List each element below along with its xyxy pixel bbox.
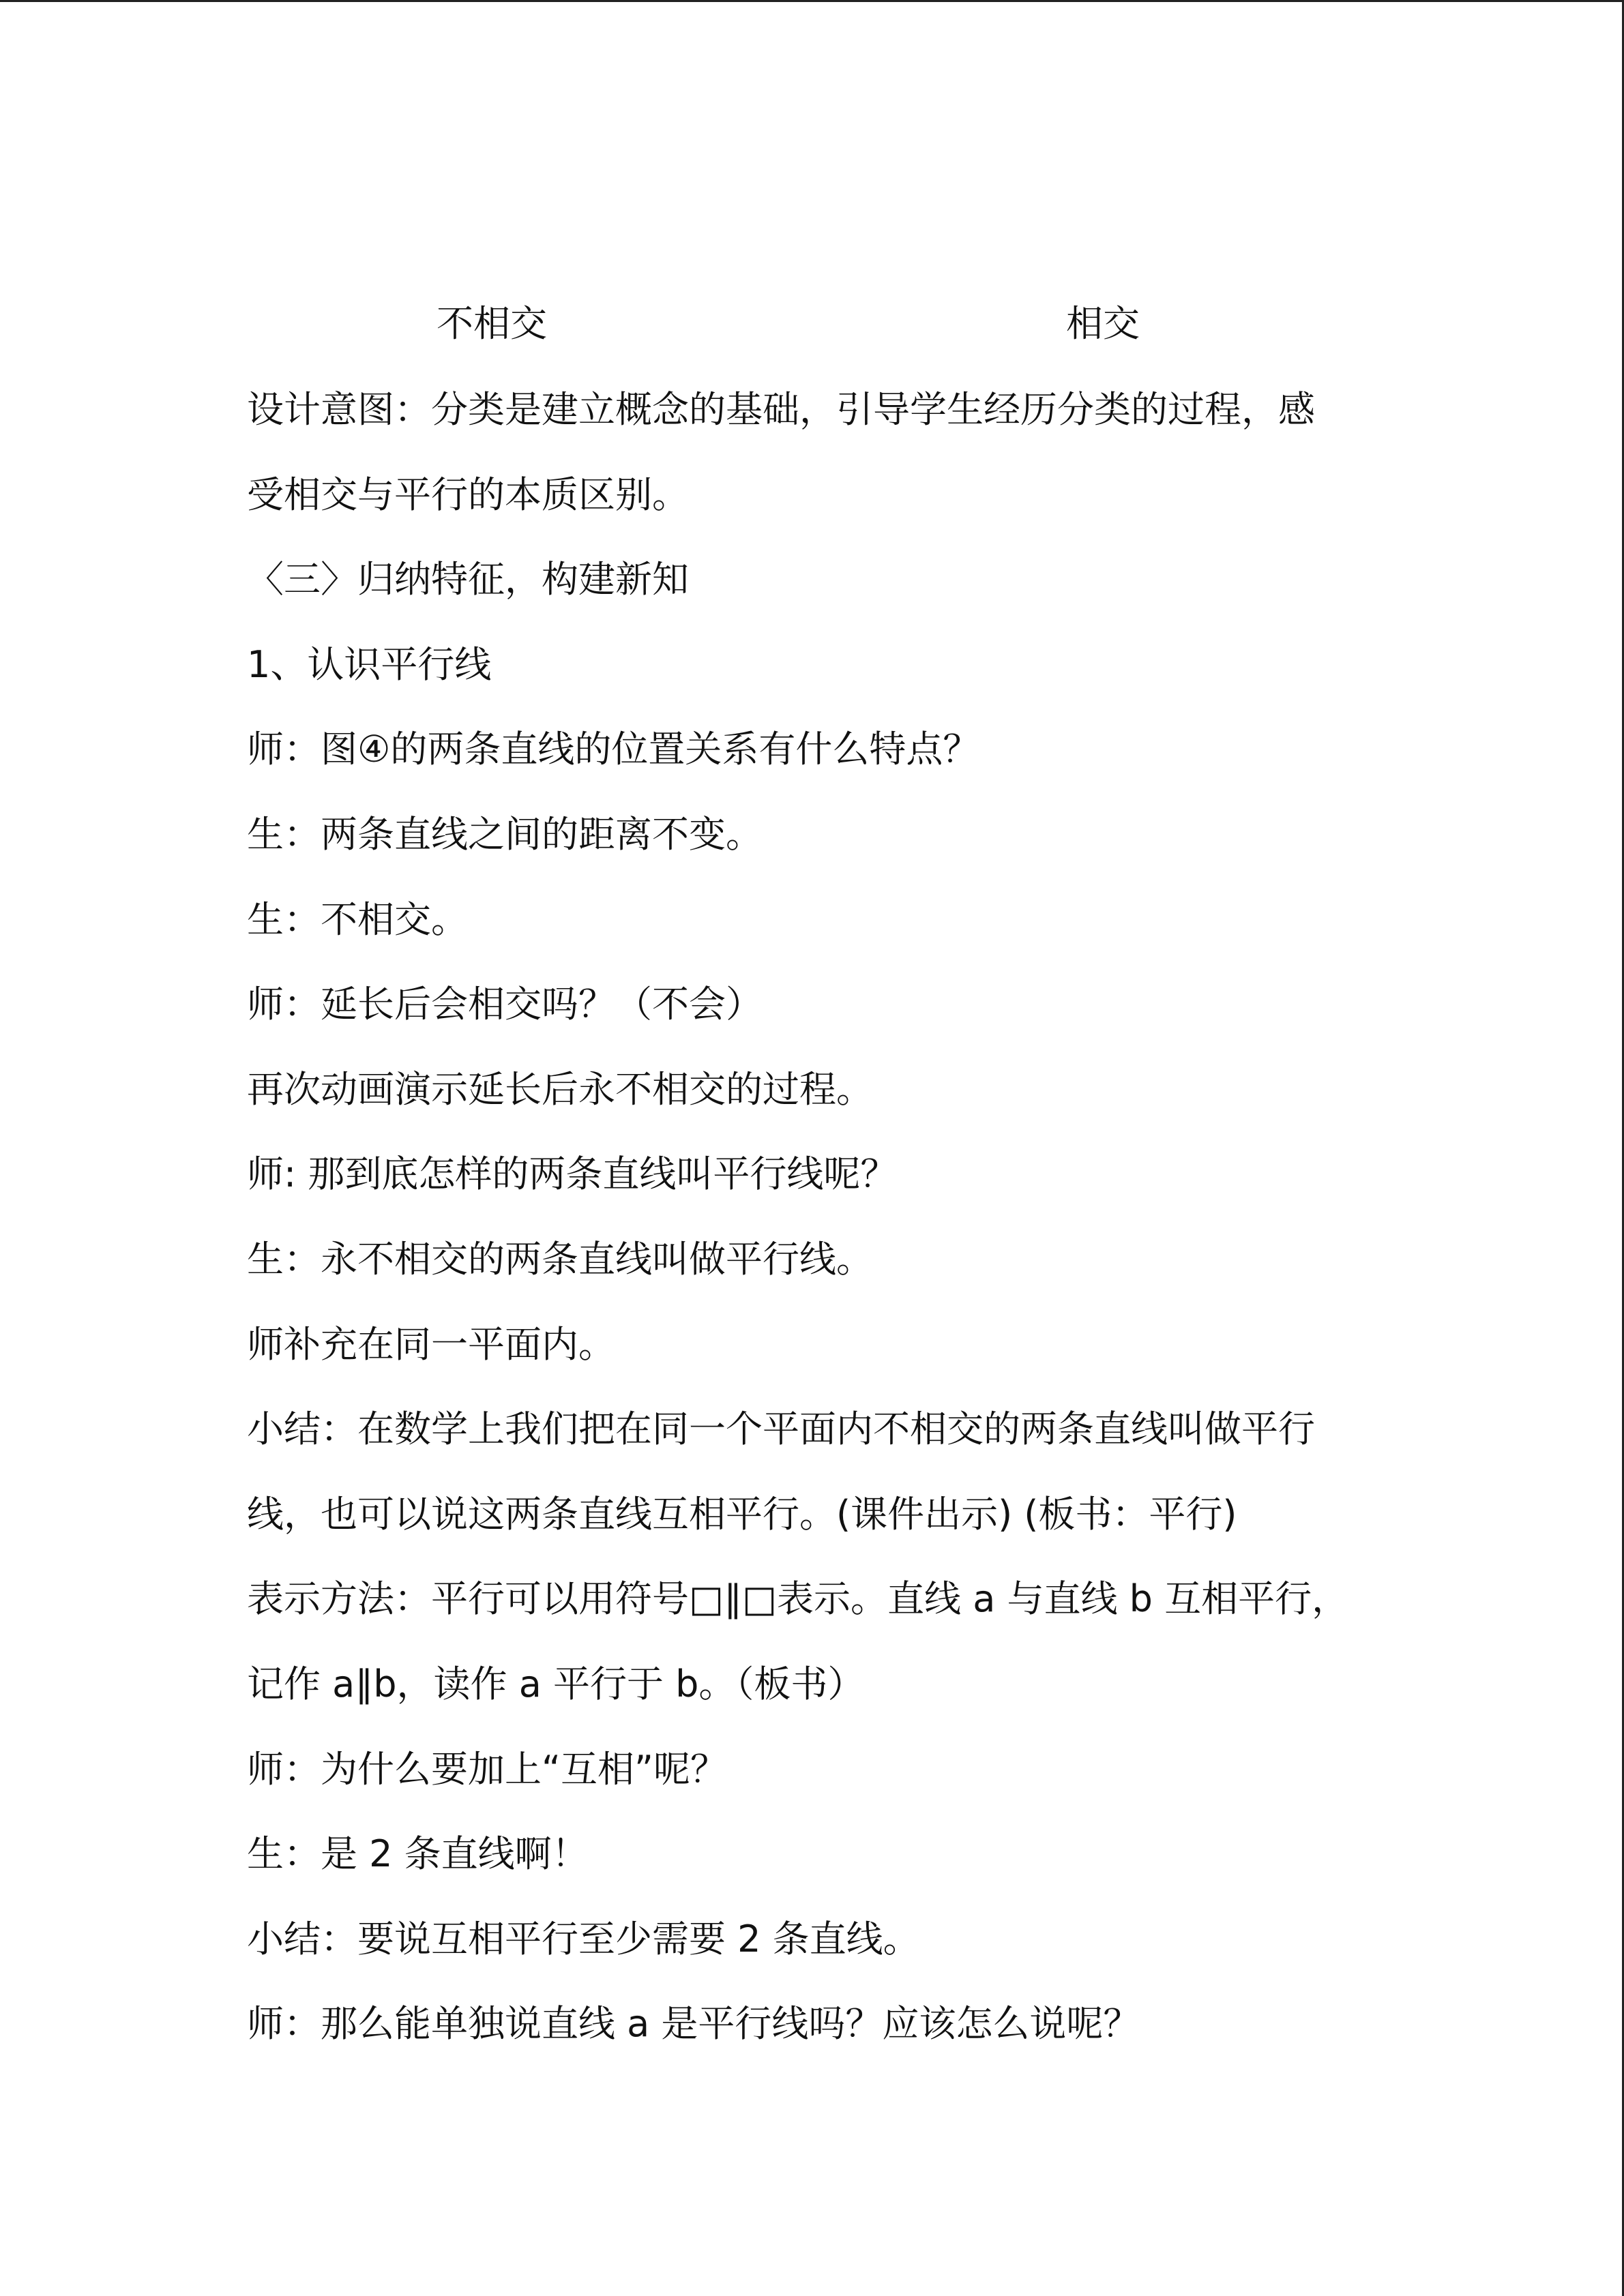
figure-captions: [0, 297, 1624, 351]
dialogue-line: 师：图④的两条直线的位置关系有什么特点？: [247, 728, 980, 771]
design-intent-line-1: 设计意图：分类是建立概念的基础，引导学生经历分类的过程，感: [247, 388, 1315, 431]
design-intent-line-2: 受相交与平行的本质区别。: [247, 473, 689, 516]
dialogue-line: 师: 那到底怎样的两条直线叫平行线呢？: [247, 1152, 898, 1196]
dialogue-line: 师：为什么要加上“互相”呢？: [247, 1747, 727, 1791]
summary-line: 小结：要说互相平行至少需要 2 条直线。: [247, 1917, 920, 1960]
summary-line: 小结：在数学上我们把在同一个平面内不相交的两条直线叫做平行: [247, 1407, 1315, 1451]
dialogue-line: 生：是 2 条直线啊！: [247, 1832, 589, 1876]
subsection-heading: 1、认识平行线: [247, 642, 492, 686]
document-body: [247, 372, 1365, 2071]
section-heading: 〈三〉归纳特征，构建新知: [247, 558, 689, 601]
narration-line: 师补充在同一平面内。: [247, 1322, 615, 1366]
summary-line: 线，也可以说这两条直线互相平行。(课件出示) (板书：平行): [247, 1492, 1237, 1536]
caption-non-intersecting: 不相交: [437, 302, 547, 345]
caption-intersecting: 相交: [1066, 302, 1140, 345]
dialogue-line: 生：两条直线之间的距离不变。: [247, 812, 763, 856]
dialogue-line: 生：不相交。: [247, 897, 468, 941]
notation-line: 表示方法：平行可以用符号□∥□表示。直线 a 与直线 b 互相平行，: [247, 1577, 1349, 1621]
dialogue-line: 生：永不相交的两条直线叫做平行线。: [247, 1237, 873, 1281]
dialogue-line: 师：延长后会相交吗？（不会）: [247, 983, 763, 1026]
notation-line: 记作 a∥b，读作 a 平行于 b。（板书）: [247, 1662, 865, 1705]
dialogue-line: 师：那么能单独说直线 a 是平行线吗？应该怎么说呢？: [247, 2002, 1140, 2046]
narration-line: 再次动画演示延长后永不相交的过程。: [247, 1067, 873, 1111]
